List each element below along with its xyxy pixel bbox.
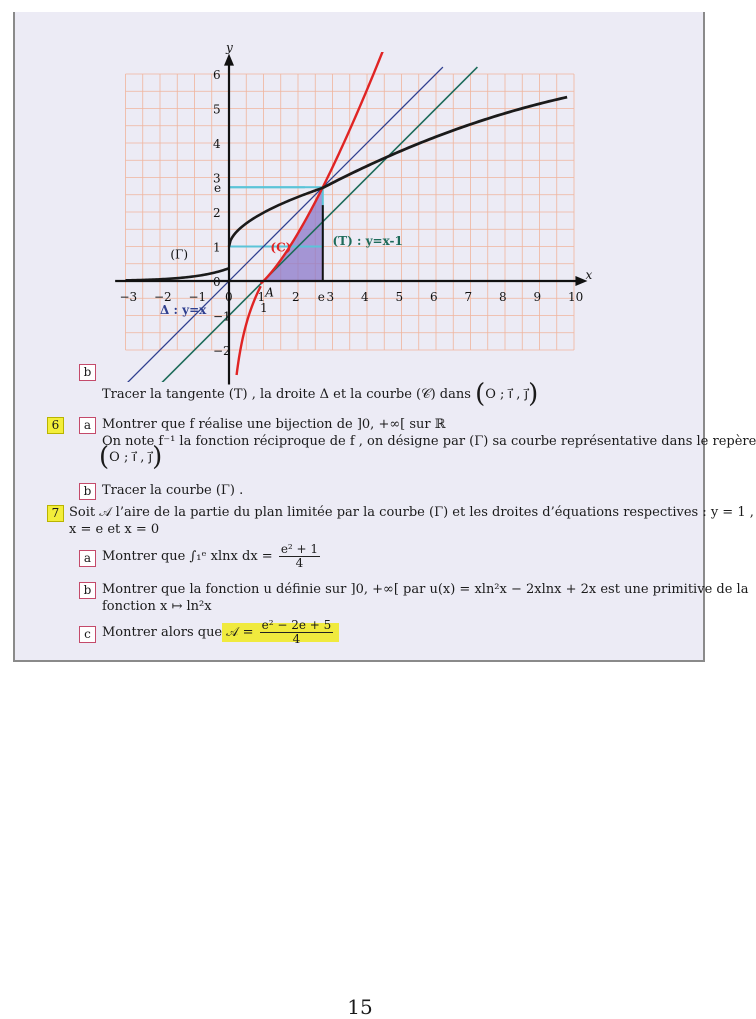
y-e-label: e xyxy=(214,181,222,196)
y-tick-label: 1 xyxy=(213,240,221,255)
right-paren: ) xyxy=(528,379,539,409)
x-tick-label: 6 xyxy=(430,290,438,304)
x-tick-label: 4 xyxy=(361,290,369,304)
left-paren: ( xyxy=(99,442,110,472)
x-tick-label: 0 xyxy=(225,290,233,304)
q7a-numerator: e² + 1 xyxy=(280,542,319,556)
q7c-expr: 𝒜 = xyxy=(226,625,254,640)
x-tick-label: −1 xyxy=(188,290,207,304)
y-tick-label: 3 xyxy=(213,171,221,186)
q7c-denominator: 4 xyxy=(292,632,301,646)
q7b-line1: Montrer que la fonction u définie sur ]0, +∞[ par u(x) = xln²x − 2xlnx + 2x est une primitive de la xyxy=(102,582,749,597)
q6b-text: Tracer la courbe (Γ) . xyxy=(102,483,244,498)
q6-number-badge: 6 xyxy=(47,417,64,434)
q7b-line2: fonction x ↦ ln²x xyxy=(102,599,212,614)
right-paren: ) xyxy=(152,442,163,472)
x-tick-label: 3 xyxy=(326,290,335,304)
q7a-badge: a xyxy=(79,550,96,567)
q7-intro-line2: x = e et x = 0 xyxy=(69,522,160,537)
q7c-fraction xyxy=(260,619,334,646)
q6a-frame: O ; i⃗ , j⃗ xyxy=(109,450,153,465)
y-axis-arrow xyxy=(224,54,234,66)
line-delta xyxy=(126,67,443,384)
y-tick-label: −2 xyxy=(213,344,231,358)
delta-label: Δ : y=x xyxy=(160,302,207,317)
q7-intro-line1: Soit 𝒜 l’aire de la partie du plan limitée par la courbe (Γ) et les droites d’équations respectives : y = 1 , xyxy=(69,505,754,520)
y-tick-label: 2 xyxy=(213,206,221,220)
q6b-badge: b xyxy=(79,483,96,500)
y-axis-label: y xyxy=(226,40,233,55)
y-tick-label: 5 xyxy=(213,102,221,117)
q5b-text-row xyxy=(102,379,539,409)
exercise-frame xyxy=(13,12,756,662)
x-e-label: e xyxy=(317,290,325,304)
q7c-numerator: e² − 2e + 5 xyxy=(261,618,332,632)
x-tick-label: −3 xyxy=(119,290,138,304)
q7a-text: Montrer que xyxy=(102,549,186,564)
tangent-line-t xyxy=(160,67,477,384)
x-axis-label: x xyxy=(585,268,593,282)
x-tick-label: 2 xyxy=(292,290,300,304)
function-graph xyxy=(110,40,593,382)
q7c-row xyxy=(102,619,339,646)
q7c-badge: c xyxy=(79,626,96,643)
x-tick-label: 1 xyxy=(257,290,266,304)
q5b-badge: b xyxy=(79,364,96,381)
x-tick-label: 8 xyxy=(499,290,507,304)
shaded-area xyxy=(264,187,323,281)
q7c-text: Montrer alors que xyxy=(102,625,223,640)
q7c-highlight xyxy=(222,618,339,646)
q6a-badge: a xyxy=(79,417,96,434)
q7a-denominator: 4 xyxy=(295,556,304,570)
y-tick-label: −1 xyxy=(213,309,231,324)
y-tick-label: 6 xyxy=(213,68,221,82)
x-tick-label: 5 xyxy=(395,290,404,304)
point-a-label: A xyxy=(265,285,274,300)
y-tick-label: 0 xyxy=(213,275,221,289)
x-tick-label: 10 xyxy=(568,290,584,304)
q7a-row xyxy=(102,543,322,570)
q6a-line2: On note f⁻¹ la fonction réciproque de f , on désigne par (Γ) sa courbe représentative dans le repère xyxy=(102,434,756,449)
q5b-text: Tracer la tangente (T) , la droite Δ et la courbe (𝒞) dans xyxy=(102,387,471,402)
q6a-line1: Montrer que f réalise une bijection de ]0, +∞[ sur ℝ xyxy=(102,417,446,432)
gamma-label: (Γ) xyxy=(170,247,189,262)
q6a-frame-row xyxy=(99,442,163,472)
q5b-frame: O ; i⃗ , j⃗ xyxy=(485,387,529,402)
x-tick-label: 7 xyxy=(464,290,473,304)
axes xyxy=(115,54,587,385)
q7-number-badge: 7 xyxy=(47,505,64,522)
point-a-one-label: 1 xyxy=(260,301,268,316)
q7a-fraction xyxy=(279,543,320,570)
c-label: (C) xyxy=(270,240,292,255)
x-tick-label: −2 xyxy=(154,290,172,304)
x-tick-label: 9 xyxy=(533,290,542,304)
q7a-integral: ∫₁ᵉ xlnx dx = xyxy=(189,549,273,564)
page-number: 15 xyxy=(347,995,373,1019)
y-tick-label: 4 xyxy=(213,137,221,151)
t-label: (T) : y=x-1 xyxy=(332,233,403,248)
q7b-badge: b xyxy=(79,582,96,599)
left-paren: ( xyxy=(475,379,486,409)
curve-gamma xyxy=(323,97,567,188)
